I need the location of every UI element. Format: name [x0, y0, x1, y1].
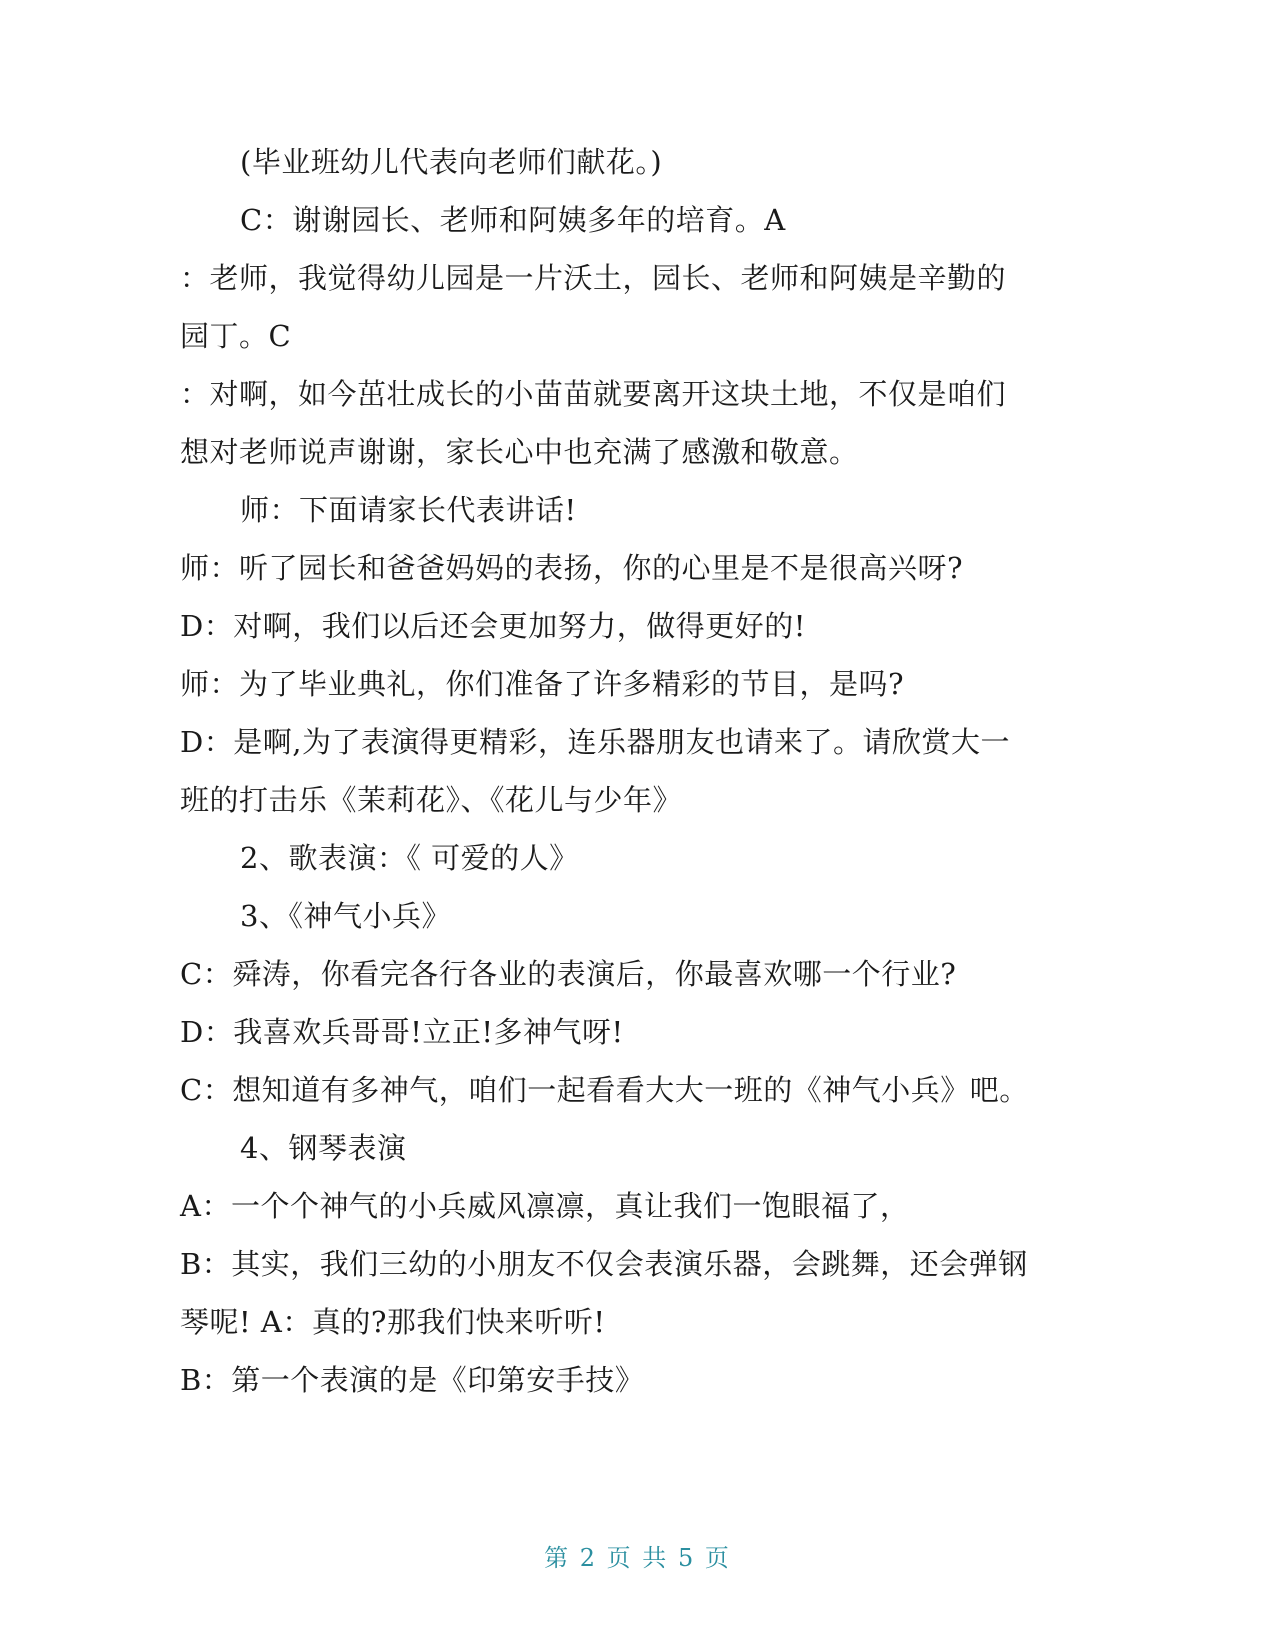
text-line: C：舜涛，你看完各行各业的表演后，你最喜欢哪一个行业?	[180, 957, 957, 991]
text-line: 班的打击乐《茉莉花》、《花儿与少年》	[180, 783, 683, 817]
text-line: 4、钢琴表演	[240, 1131, 407, 1165]
text-line: (毕业班幼儿代表向老师们献花。)	[240, 145, 663, 179]
text-line: D：是啊,为了表演得更精彩，连乐器朋友也请来了。请欣赏大一	[180, 725, 1010, 759]
text-line: 2、歌表演：《 可爱的人》	[240, 841, 579, 875]
text-line: D：我喜欢兵哥哥!立正!多神气呀!	[180, 1015, 624, 1049]
text-line: 师：为了毕业典礼，你们准备了许多精彩的节目，是吗?	[180, 667, 905, 701]
text-line: 琴呢! A：真的?那我们快来听听!	[180, 1305, 606, 1339]
text-line: C：谢谢园长、老师和阿姨多年的培育。A	[240, 203, 786, 237]
text-line: 师：听了园长和爸爸妈妈的表扬，你的心里是不是很高兴呀?	[180, 551, 964, 585]
text-line: 3、《神气小兵》	[240, 899, 451, 933]
text-line: C：想知道有多神气，咱们一起看看大大一班的《神气小兵》吧。	[180, 1073, 1029, 1107]
page-number-footer: 第 2 页 共 5 页	[544, 1544, 731, 1572]
text-line: 园丁。C	[180, 319, 292, 353]
text-line: A：一个个神气的小兵威风凛凛，真让我们一饱眼福了，	[180, 1189, 910, 1223]
text-line: ：老师，我觉得幼儿园是一片沃土，园长、老师和阿姨是辛勤的	[180, 261, 1007, 295]
text-line: B：第一个表演的是《印第安手技》	[180, 1363, 645, 1397]
text-line: 师：下面请家长代表讲话!	[240, 493, 577, 527]
text-line: ：对啊，如今茁壮成长的小苗苗就要离开这块土地，不仅是咱们	[180, 377, 1007, 411]
text-line: B：其实，我们三幼的小朋友不仅会表演乐器，会跳舞，还会弹钢	[180, 1247, 1028, 1281]
text-line: D：对啊，我们以后还会更加努力，做得更好的!	[180, 609, 806, 643]
text-line: 想对老师说声谢谢，家长心中也充满了感激和敬意。	[180, 435, 859, 469]
